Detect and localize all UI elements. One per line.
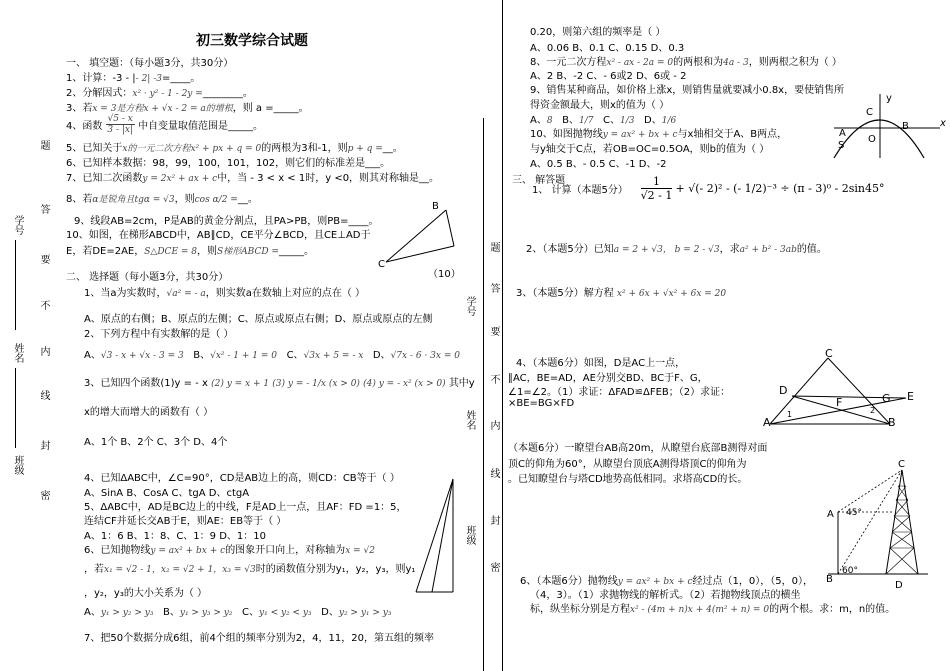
section1-heading: 一、 填空题：（每小题3分，共30分） xyxy=(66,58,234,69)
tower-lattice xyxy=(886,486,918,574)
section2-heading: 二、 选择题（每小题3分，共30分） xyxy=(66,272,229,283)
seal-char-mi: 密 xyxy=(38,490,49,500)
seal-char-bu: 不 xyxy=(488,374,499,384)
seal-char-da: 答 xyxy=(488,283,499,293)
seal-char-feng: 封 xyxy=(488,515,499,525)
parab-label-b: B xyxy=(902,121,909,132)
question-1-4: 4、函数 $\frac{√5 - x}{3 - |x|}$ 中自变量取值范围是_____。 xyxy=(66,114,264,135)
section3-question-5-cont2: 。已知瞭望台与塔CD地势高低相同。求塔高CD的长。 xyxy=(508,474,748,485)
figure-label-c: C xyxy=(378,259,385,270)
figure-line xyxy=(416,479,453,592)
question-1-3: 3、若x = 3是方程x + √x - 2 = a的增根，则 a =_____。 xyxy=(66,103,309,114)
question-2-3-options: A、1个 B、2个 C、3个 D、4个 xyxy=(84,437,228,448)
tri-label-g: G xyxy=(882,392,891,405)
tri-angle-2: 2 xyxy=(870,406,876,415)
seal-line xyxy=(15,368,16,448)
parab-label-y: y xyxy=(886,93,892,104)
page-divider-line xyxy=(502,0,503,671)
parab-label-a: A xyxy=(839,128,846,139)
fraction: $\frac{√5 - x}{3 - |x|}$ xyxy=(107,114,134,135)
question-2-9: 9、销售某种商品，如价格上涨x，则销售量就要减小0.8x，要使销售所 xyxy=(530,85,845,96)
seal-char-yao: 要 xyxy=(38,254,49,264)
question-2-10-options: A、0.5 B、- 0.5 C、-1 D、-2 xyxy=(530,159,667,170)
tower-angle-60: 60° xyxy=(842,566,858,576)
question-2-2: 2、下列方程中有实数解的是（ ） xyxy=(84,329,234,340)
question-2-6-cont2: ，y₂，y₃的大小关系为（ ） xyxy=(84,588,208,599)
trapezoid-figure xyxy=(376,200,458,272)
exam-title: 初三数学综合试题 xyxy=(196,33,308,49)
tower-leg xyxy=(886,470,902,574)
figure-line xyxy=(828,358,890,424)
section3-question-4-cont3: ×BE=BG×FD xyxy=(508,398,575,409)
section3-question-4-cont: ∥AC，BE=AD，AE分别交BD、BC于F、G， xyxy=(508,373,708,384)
question-2-1: 1、当a为实数时，√a² = - a，则实数a在数轴上对应的点在（ ） xyxy=(84,288,366,299)
figure-line xyxy=(386,246,454,262)
parab-label-c: C xyxy=(866,107,873,118)
section3-question-4: 4、（本题6分）如图，D是AC上一点， xyxy=(516,358,686,369)
tri-angle-1: 1 xyxy=(787,410,793,419)
tri-label-e: E xyxy=(907,390,914,403)
section3-question-5: （本题6分）一瞭望台AB高20m，从瞭望台底部B测得对面 xyxy=(508,443,768,454)
seal-line xyxy=(15,240,16,330)
seal-char-da: 答 xyxy=(38,204,49,214)
question-2-4-options: A、SinA B、CosA C、tgA D、ctgA xyxy=(84,488,250,499)
section3-question-6-cont: （4，3）。（1）求抛物线的解析式。（2）若抛物线顶点的横坐 xyxy=(530,590,801,601)
seal-char-ti: 题 xyxy=(488,242,499,252)
question-2-5: 5、ΔABC中，AD是BC边上的中线，F是AD上一点，且AF：FD =1：5， xyxy=(84,502,407,513)
seal-divider-line xyxy=(483,118,484,671)
seal-class-label: 班级 xyxy=(12,455,23,475)
seal-char-nei: 内 xyxy=(488,420,499,430)
parab-label-s: S xyxy=(838,140,845,151)
seal-char-feng: 封 xyxy=(38,440,49,450)
triangle-figure xyxy=(408,474,458,600)
section3-heading: 三、 解答题 xyxy=(512,175,566,186)
question-1-8: 8、若α是锐角且tgα = √3，则cos α/2 =__。 xyxy=(66,194,258,205)
question-2-4: 4、已知ΔABC中，∠C=90°，CD是AB边上的高，则CD：CB等于（ ） xyxy=(84,473,400,484)
question-2-1-options: A、原点的右侧；B、原点的左侧；C、原点或原点右侧；D、原点或原点的左侧 xyxy=(84,314,433,325)
question-2-10-cont: 与y轴交于C点，若OB=OC=0.5OA，则b的值为（ ） xyxy=(530,144,770,155)
section3-question-6-cont2: 标，纵坐标分别是方程x² - (4m + n)x + 4(m² + n) = 0的两个根。求：m，n的值。 xyxy=(530,604,896,615)
tower-label-c: C xyxy=(898,459,905,470)
parabola-curve xyxy=(834,120,924,158)
tri-label-d: D xyxy=(779,384,788,397)
seal-class-label: 班级 xyxy=(464,525,475,545)
question-1-9: 9、线段AB=2cm，P是AB的黄金分割点，且PA>PB，则PB=____。 xyxy=(74,216,379,227)
figure-caption: （10） xyxy=(428,269,461,280)
seal-name-label: 姓名 xyxy=(464,410,475,430)
tower-label-d: D xyxy=(895,580,903,591)
tri-label-a: A xyxy=(763,416,771,429)
seal-char-ti: 题 xyxy=(38,140,49,150)
tower-angle-45: 45° xyxy=(846,508,862,518)
question-2-2-options: A、√3 - x + √x - 3 = 3 B、√x² - 1 + 1 = 0 C、√3x + 5 = - x D、√7x - 6 · 3x = 0 xyxy=(84,350,460,361)
question-2-6-options: A、y₁ > y₂ > y₃ B、y₁ > y₃ > y₂ C、y₁ < y₂ < y₃ D、y₂ > y₁ > y₃ xyxy=(84,607,392,618)
tower-label-b: B xyxy=(826,574,833,585)
question-1-5: 5、已知关于x的一元二次方程x² + px + q = 0的两根为3和-1，则p + q =__。 xyxy=(66,143,403,154)
parab-label-x: x xyxy=(940,118,946,129)
question-2-9-options: A、8 B、1/7 C、1/3 D、1/6 xyxy=(530,115,677,126)
seal-name-label: 姓名 xyxy=(12,343,23,363)
tower-leg xyxy=(902,470,918,574)
tri-label-f: F xyxy=(836,396,843,409)
seal-char-bu: 不 xyxy=(38,300,49,310)
question-2-10: 10、如图抛物线y = ax² + bx + c与x轴相交于A、B两点， xyxy=(530,129,788,140)
figure-line xyxy=(386,210,446,262)
question-2-8-options: A、2 B、-2 C、- 6或2 D、6或 - 2 xyxy=(530,71,687,82)
seal-char-yao: 要 xyxy=(488,326,499,336)
section3-question-1: 1、 计算（本题5分） $\frac{1}{√2 - 1}$ + √(- 2)² - (- 1/2)⁻³ ÷ (π - 3)⁰ - 2sin45° xyxy=(532,175,885,202)
seal-student-id-label: 学号 xyxy=(464,296,475,316)
question-1-10-cont: E，若DE=2AE，S△DCE = 8，则S梯形ABCD =_____。 xyxy=(66,246,314,257)
seal-char-xian: 线 xyxy=(488,468,499,478)
tower-label-a: A xyxy=(827,509,834,520)
question-2-8: 8、一元二次方程x² - ax - 2a = 0的两根和为4a - 3，则两根之积为（ ） xyxy=(530,57,842,68)
seal-char-mi: 密 xyxy=(488,562,499,572)
question-2-9-cont: 得资金额最大，则x的值为（ ） xyxy=(530,100,670,111)
sight-line xyxy=(838,470,902,574)
section3-question-6: 6、（本题6分）抛物线y = ax² + bx + c经过点（1，0），（5，0）， xyxy=(520,576,813,587)
fraction: $\frac{1}{√2 - 1}$ xyxy=(640,175,673,202)
question-2-5-options: A、1：6 B、1：8、C、1：9 D、1：10 xyxy=(84,531,267,542)
figure-line xyxy=(446,210,454,246)
question-1-2: 2、分解因式：x² · y² - 1 - 2y =________。 xyxy=(66,88,253,99)
sight-line xyxy=(838,470,902,512)
tri-label-c: C xyxy=(825,347,833,360)
tri-label-b: B xyxy=(888,416,896,429)
question-2-6-cont: ，若x₁ = √2 - 1，x₂ = √2 + 1，x₃ = √3时的函数值分别为y₁，y₂，y₃，则y₁ xyxy=(84,564,416,575)
question-2-7-cont: 0.20，则第六组的频率是（ ） xyxy=(530,27,666,38)
question-1-7: 7、已知二次函数y = 2x² + ax + c中，当 - 3 < x < 1时，y <0，则其对称轴是__。 xyxy=(66,173,440,184)
question-2-3-cont: x的增大而增大的函数有（ ） xyxy=(84,407,214,418)
parab-label-o: O xyxy=(868,134,876,145)
question-2-3: 3、已知四个函数(1)y = - x (2) y = x + 1 (3) y = - 1/x (x > 0) (4) y = - x² (x > 0) 其中y xyxy=(84,378,475,389)
figure-label-b: B xyxy=(432,201,439,212)
section3-question-2: 2、（本题5分）已知a = 2 + √3， b = 2 - √3，求a² + b² - 3ab的值。 xyxy=(526,244,827,255)
question-1-1: 1、计算：-3 - |- 2| -3=____。 xyxy=(66,73,201,84)
section3-question-3: 3、（本题5分）解方程 x² + 6x + √x² + 6x = 20 xyxy=(516,288,727,299)
question-1-6: 6、已知样本数据：98，99，100，101，102，则它们的标准差是___。 xyxy=(66,158,391,169)
section3-question-5-cont: 顶C的仰角为60°，从瞭望台顶底A测得塔顶C的仰角为 xyxy=(508,459,747,470)
seal-char-xian: 线 xyxy=(38,390,49,400)
question-2-7: 7、把50个数据分成6组，前4个组的频率分别为2，4，11，20，第五组的频率 xyxy=(84,633,434,644)
section3-question-4-cont2: ∠1=∠2。（1）求证：ΔFAD≌ΔFEB；（2）求证： xyxy=(508,387,731,398)
seal-student-id-label: 学号 xyxy=(12,215,23,235)
seal-char-nei: 内 xyxy=(38,346,49,356)
question-2-6: 6、已知抛物线y = ax² + bx + c的图象开口向上，对称轴为x = √2 xyxy=(84,545,375,556)
tower-figure xyxy=(824,456,934,592)
question-2-5-cont: 连结CF并延长交AB于E，则AE：EB等于（ ） xyxy=(84,516,287,527)
figure-line xyxy=(432,479,453,592)
question-1-10: 10、如图，在梯形ABCD中，AB∥CD，CE平分∠BCD，且CE⊥AD于 xyxy=(66,230,371,241)
question-2-7-options: A、0.06 B、0.1 C、0.15 D、0.3 xyxy=(530,43,685,54)
